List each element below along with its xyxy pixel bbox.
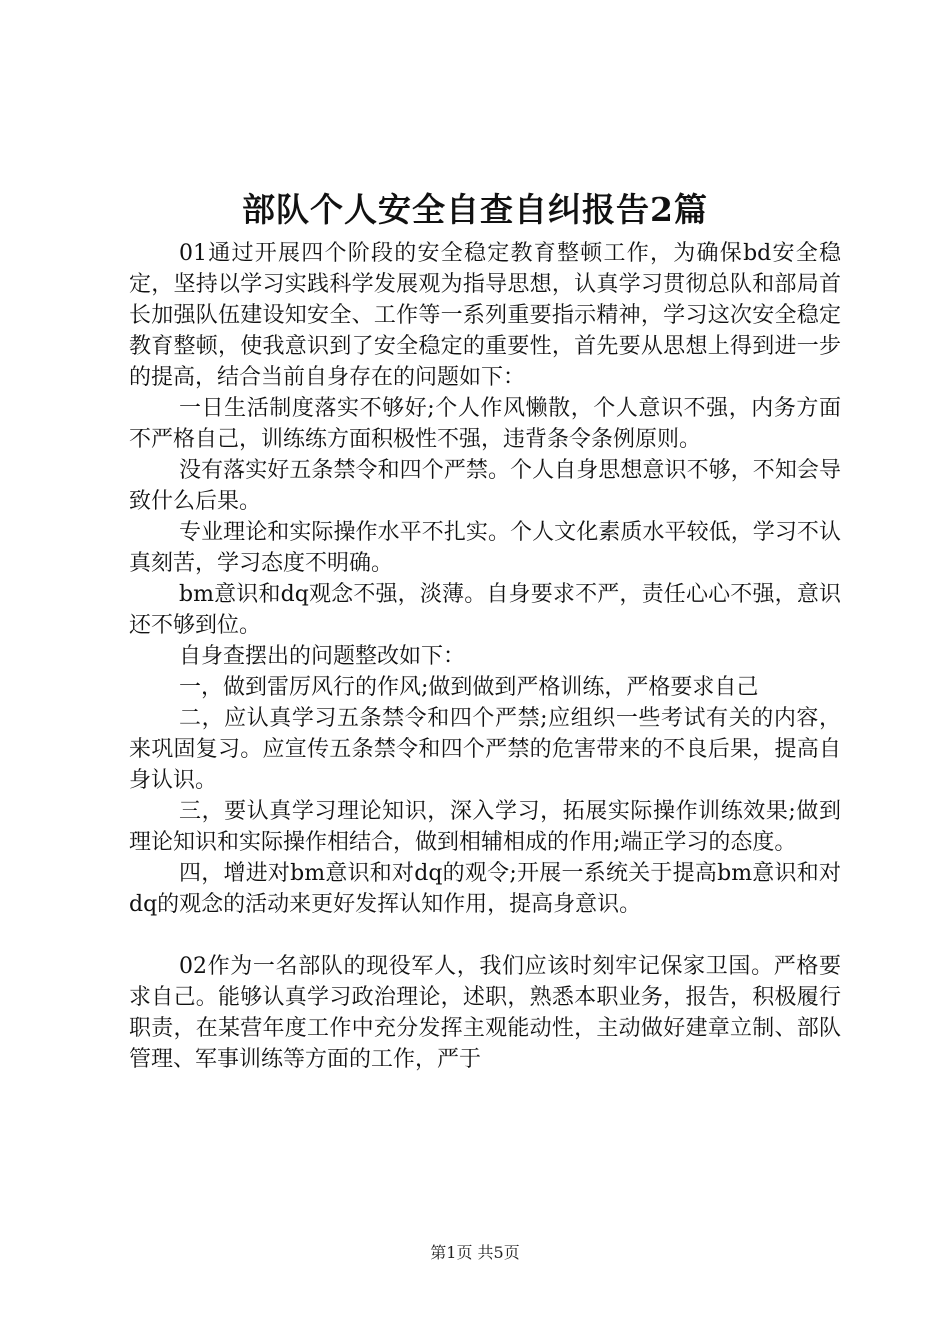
page-footer: 第1页 共5页 — [430, 1243, 520, 1262]
section-gap — [129, 920, 841, 951]
paragraph-01-intro: 01通过开展四个阶段的安全稳定教育整顿工作，为确保bd安全稳定，坚持以学习实践科学发展观为指导思想，认真学习贯彻总队和部局首长加强队伍建设知安全、工作等一系列重要指示精神，学习这次安全稳定教育整顿，使我意识到了安全稳定的重要性，首先要从思想上得到进一步的提高，结合当前自身存在的问题如下： — [129, 241, 841, 390]
paragraph-awareness: bm意识和dq观念不强，淡薄。自身要求不严，责任心心不强，意识还不够到位。 — [129, 582, 841, 638]
paragraph-02-intro: 02作为一名部队的现役军人，我们应该时刻牢记保家卫国。严格要求自己。能够认真学习政治理论，述职，熟悉本职业务，报告，积极履行职责，在某营年度工作中充分发挥主观能动性，主动做好建章立制、部队管理、军事训练等方面的工作，严于 — [129, 954, 841, 1072]
paragraph-theory: 专业理论和实际操作水平不扎实。个人文化素质水平较低，学习不认真刻苦，学习态度不明确。 — [129, 520, 841, 576]
document-body — [129, 238, 841, 1075]
paragraph-rectify-1: 一，做到雷厉风行的作风;做到做到严格训练，严格要求自己 — [179, 675, 759, 700]
paragraph-rectify-4: 四，增进对bm意识和对dq的观令;开展一系统关于提高bm意识和对dq的观念的活动来更好发挥认知作用，提高身意识。 — [129, 861, 841, 917]
paragraph-daily-life: 一日生活制度落实不够好;个人作风懒散，个人意识不强，内务方面不严格自己，训练练方面积极性不强，违背条令条例原则。 — [129, 396, 841, 452]
document-title: 部队个人安全自查自纠报告2篇 — [242, 190, 708, 229]
paragraph-rectify-3: 三，要认真学习理论知识，深入学习，拓展实际操作训练效果;做到理论知识和实际操作相结合，做到相辅相成的作用;端正学习的态度。 — [129, 799, 841, 855]
paragraph-prohibitions: 没有落实好五条禁令和四个严禁。个人自身思想意识不够，不知会导致什么后果。 — [129, 458, 841, 514]
paragraph-rectify-2: 二，应认真学习五条禁令和四个严禁;应组织一些考试有关的内容，来巩固复习。应宣传五条禁令和四个严禁的危害带来的不良后果，提高自身认识。 — [129, 706, 841, 793]
paragraph-rectification-heading: 自身查摆出的问题整改如下： — [179, 644, 466, 669]
